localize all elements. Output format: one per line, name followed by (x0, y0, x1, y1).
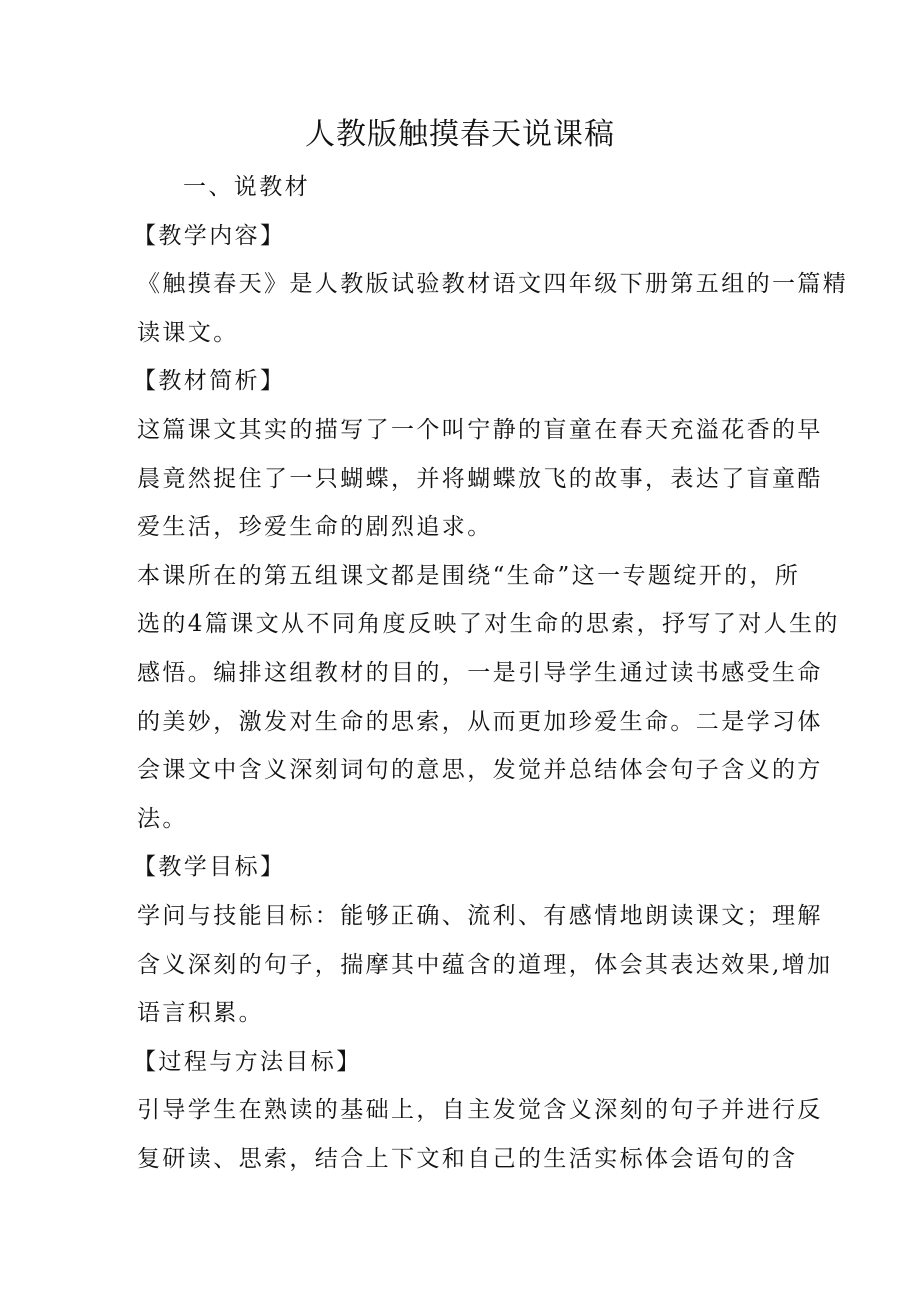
paragraph-line: 引导学生在熟读的基础上，自主发觉含义深刻的句子并进行反 (137, 1097, 823, 1124)
paragraph-line: 会课文中含义深刻词句的意思，发觉并总结体会句子含义的方 (137, 757, 823, 784)
subsection-heading: 【教学目标】 (133, 854, 286, 881)
subsection-heading: 【过程与方法目标】 (133, 1048, 362, 1075)
paragraph-line: 《触摸春天》是人教版试验教材语文四年级下册第五组的一篇精 (137, 271, 849, 298)
paragraph-line: 感悟。编排这组教材的目的，一是引导学生通过读书感受生命 (137, 659, 823, 686)
document-title: 人教版触摸春天说课稿 (305, 117, 615, 152)
subsection-heading: 【教材简析】 (133, 368, 286, 395)
paragraph-line: 法。 (137, 805, 188, 832)
paragraph-line: 含义深刻的句子，揣摩其中蕴含的道理，体会其表达效果,增加 (137, 951, 833, 978)
paragraph-line: 的美妙，激发对生命的思索，从而更加珍爱生命。二是学习体 (137, 708, 823, 735)
paragraph-line: 晨竟然捉住了一只蝴蝶，并将蝴蝶放飞的故事，表达了盲童酷 (137, 465, 823, 492)
paragraph-line: 读课文。 (137, 319, 239, 346)
subsection-heading: 【教学内容】 (133, 222, 286, 249)
paragraph-line: 选的4篇课文从不同角度反映了对生命的思索，抒写了对人生的 (137, 611, 840, 638)
paragraph-line: 本课所在的第五组课文都是围绕“生命”这一专题绽开的，所 (137, 562, 801, 589)
paragraph-line: 学问与技能目标：能够正确、流利、有感情地朗读课文；理解 (137, 902, 823, 929)
section-heading: 一、说教材 (183, 174, 310, 200)
paragraph-line: 复研读、思索，结合上下文和自己的生活实标体会语句的含 (137, 1145, 798, 1172)
paragraph-line: 爱生活，珍爱生命的剧烈追求。 (137, 514, 493, 541)
paragraph-line: 语言积累。 (137, 1000, 264, 1027)
paragraph-line: 这篇课文其实的描写了一个叫宁静的盲童在春天充溢花香的早 (137, 416, 823, 443)
document-body (133, 163, 849, 1183)
